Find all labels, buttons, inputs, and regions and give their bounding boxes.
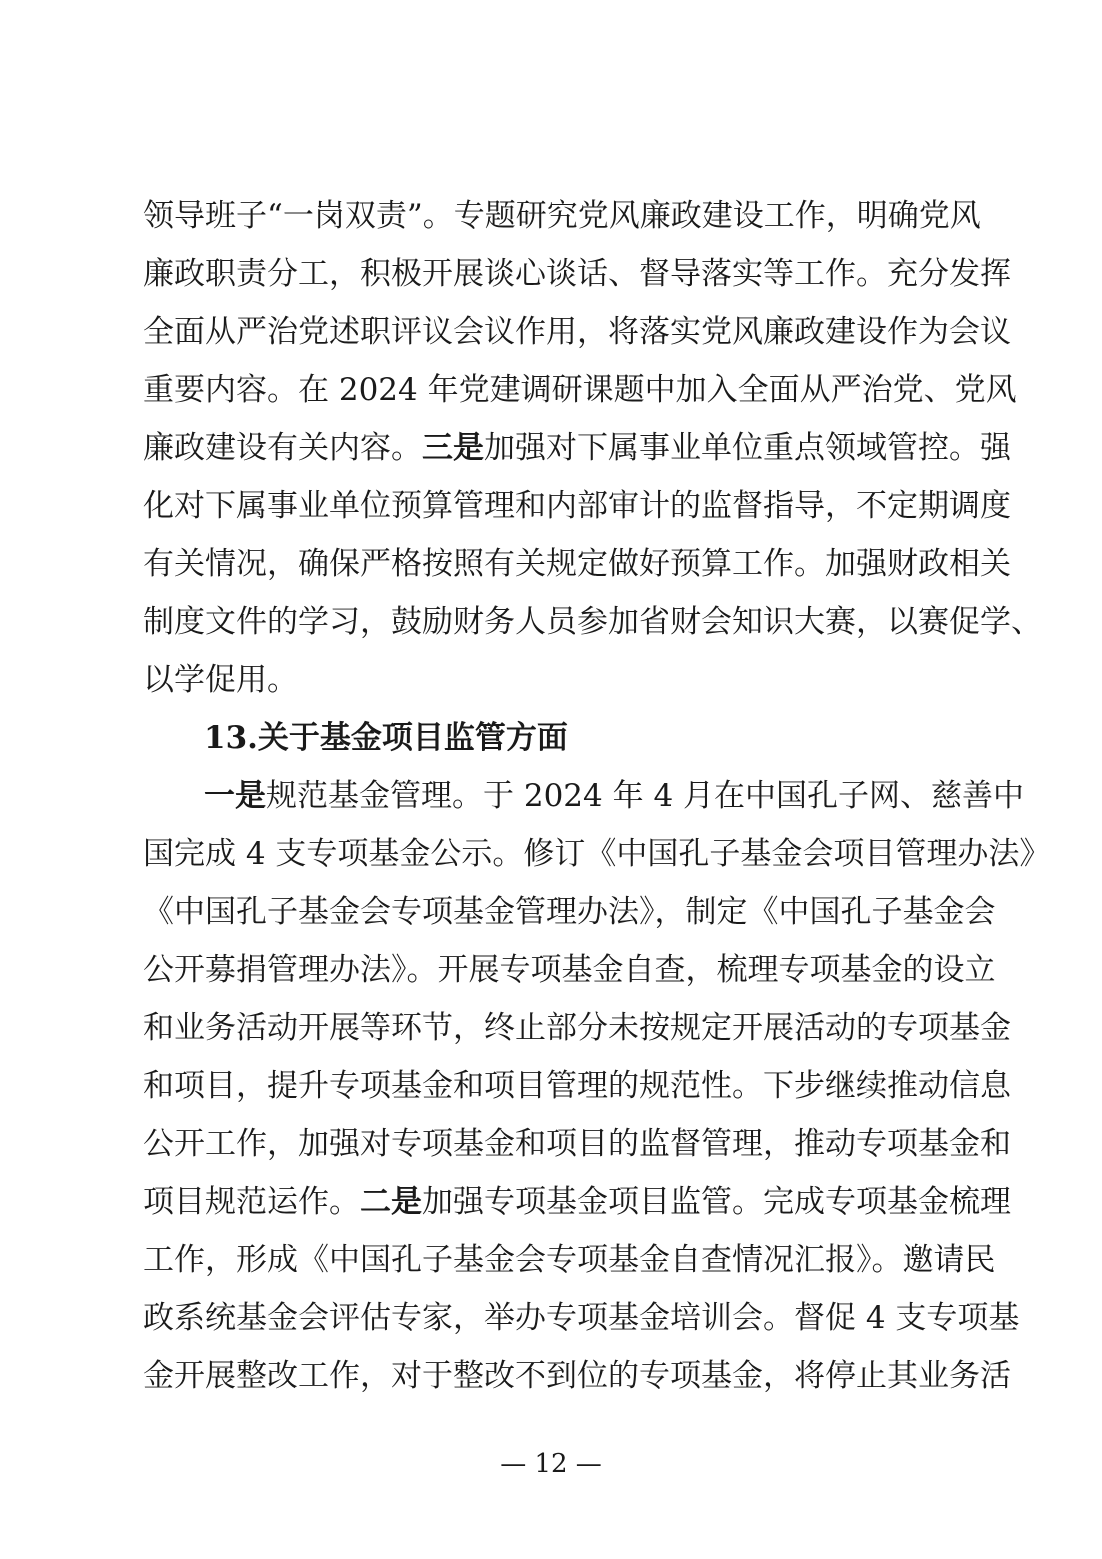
text-line: 全面从严治党述职评议会议作用，将落实党风廉政建设作为会议 [143,314,1011,350]
text-line: 政系统基金会评估专家，举办专项基金培训会。督促 4 支专项基 [143,1300,1020,1336]
text-line: 以学促用。 [143,662,298,698]
text-segment: 加强专项基金项目监管。完成专项基金梳理 [422,1184,1011,1220]
text-segment: 加强对下属事业单位重点领域管控。强 [484,430,1011,466]
text-line: 《中国孔子基金会专项基金管理办法》，制定《中国孔子基金会 [143,894,996,930]
text-line: 和业务活动开展等环节，终止部分未按规定开展活动的专项基金 [143,1010,1011,1046]
text-segment: 项目规范运作。 [143,1184,360,1220]
bold-marker: 三是 [422,430,484,466]
text-line [143,1182,1011,1222]
text-line: 公开工作，加强对专项基金和项目的监督管理，推动专项基金和 [143,1126,1011,1162]
text-segment: 规范基金管理。于 2024 年 4 月在中国孔子网、慈善中 [266,778,1025,814]
text-line: 制度文件的学习，鼓励财务人员参加省财会知识大赛，以赛促学、 [143,604,1042,640]
text-line: 金开展整改工作，对于整改不到位的专项基金，将停止其业务活 [143,1358,1011,1394]
text-line: 公开募捐管理办法》。开展专项基金自查，梳理专项基金的设立 [143,952,996,988]
text-line: 国完成 4 支专项基金公示。修订《中国孔子基金会项目管理办法》 [143,836,1051,872]
text-line [143,428,1011,468]
text-line: 化对下属事业单位预算管理和内部审计的监督指导，不定期调度 [143,488,1011,524]
section-heading: 13.关于基金项目监管方面 [204,720,568,756]
text-segment: 廉政建设有关内容。 [143,430,422,466]
text-line [204,776,1025,816]
bold-marker: 一是 [204,778,266,814]
text-line: 重要内容。在 2024 年党建调研课题中加入全面从严治党、党风 [143,372,1017,408]
page-number: — 12 — [500,1449,602,1479]
text-line: 廉政职责分工，积极开展谈心谈话、督导落实等工作。充分发挥 [143,256,1011,292]
text-line: 领导班子“一岗双责”。专题研究党风廉政建设工作，明确党风 [143,198,981,234]
text-line: 工作，形成《中国孔子基金会专项基金自查情况汇报》。邀请民 [143,1242,996,1278]
text-line: 和项目，提升专项基金和项目管理的规范性。下步继续推动信息 [143,1068,1011,1104]
bold-marker: 二是 [360,1184,422,1220]
text-line: 有关情况，确保严格按照有关规定做好预算工作。加强财政相关 [143,546,1011,582]
